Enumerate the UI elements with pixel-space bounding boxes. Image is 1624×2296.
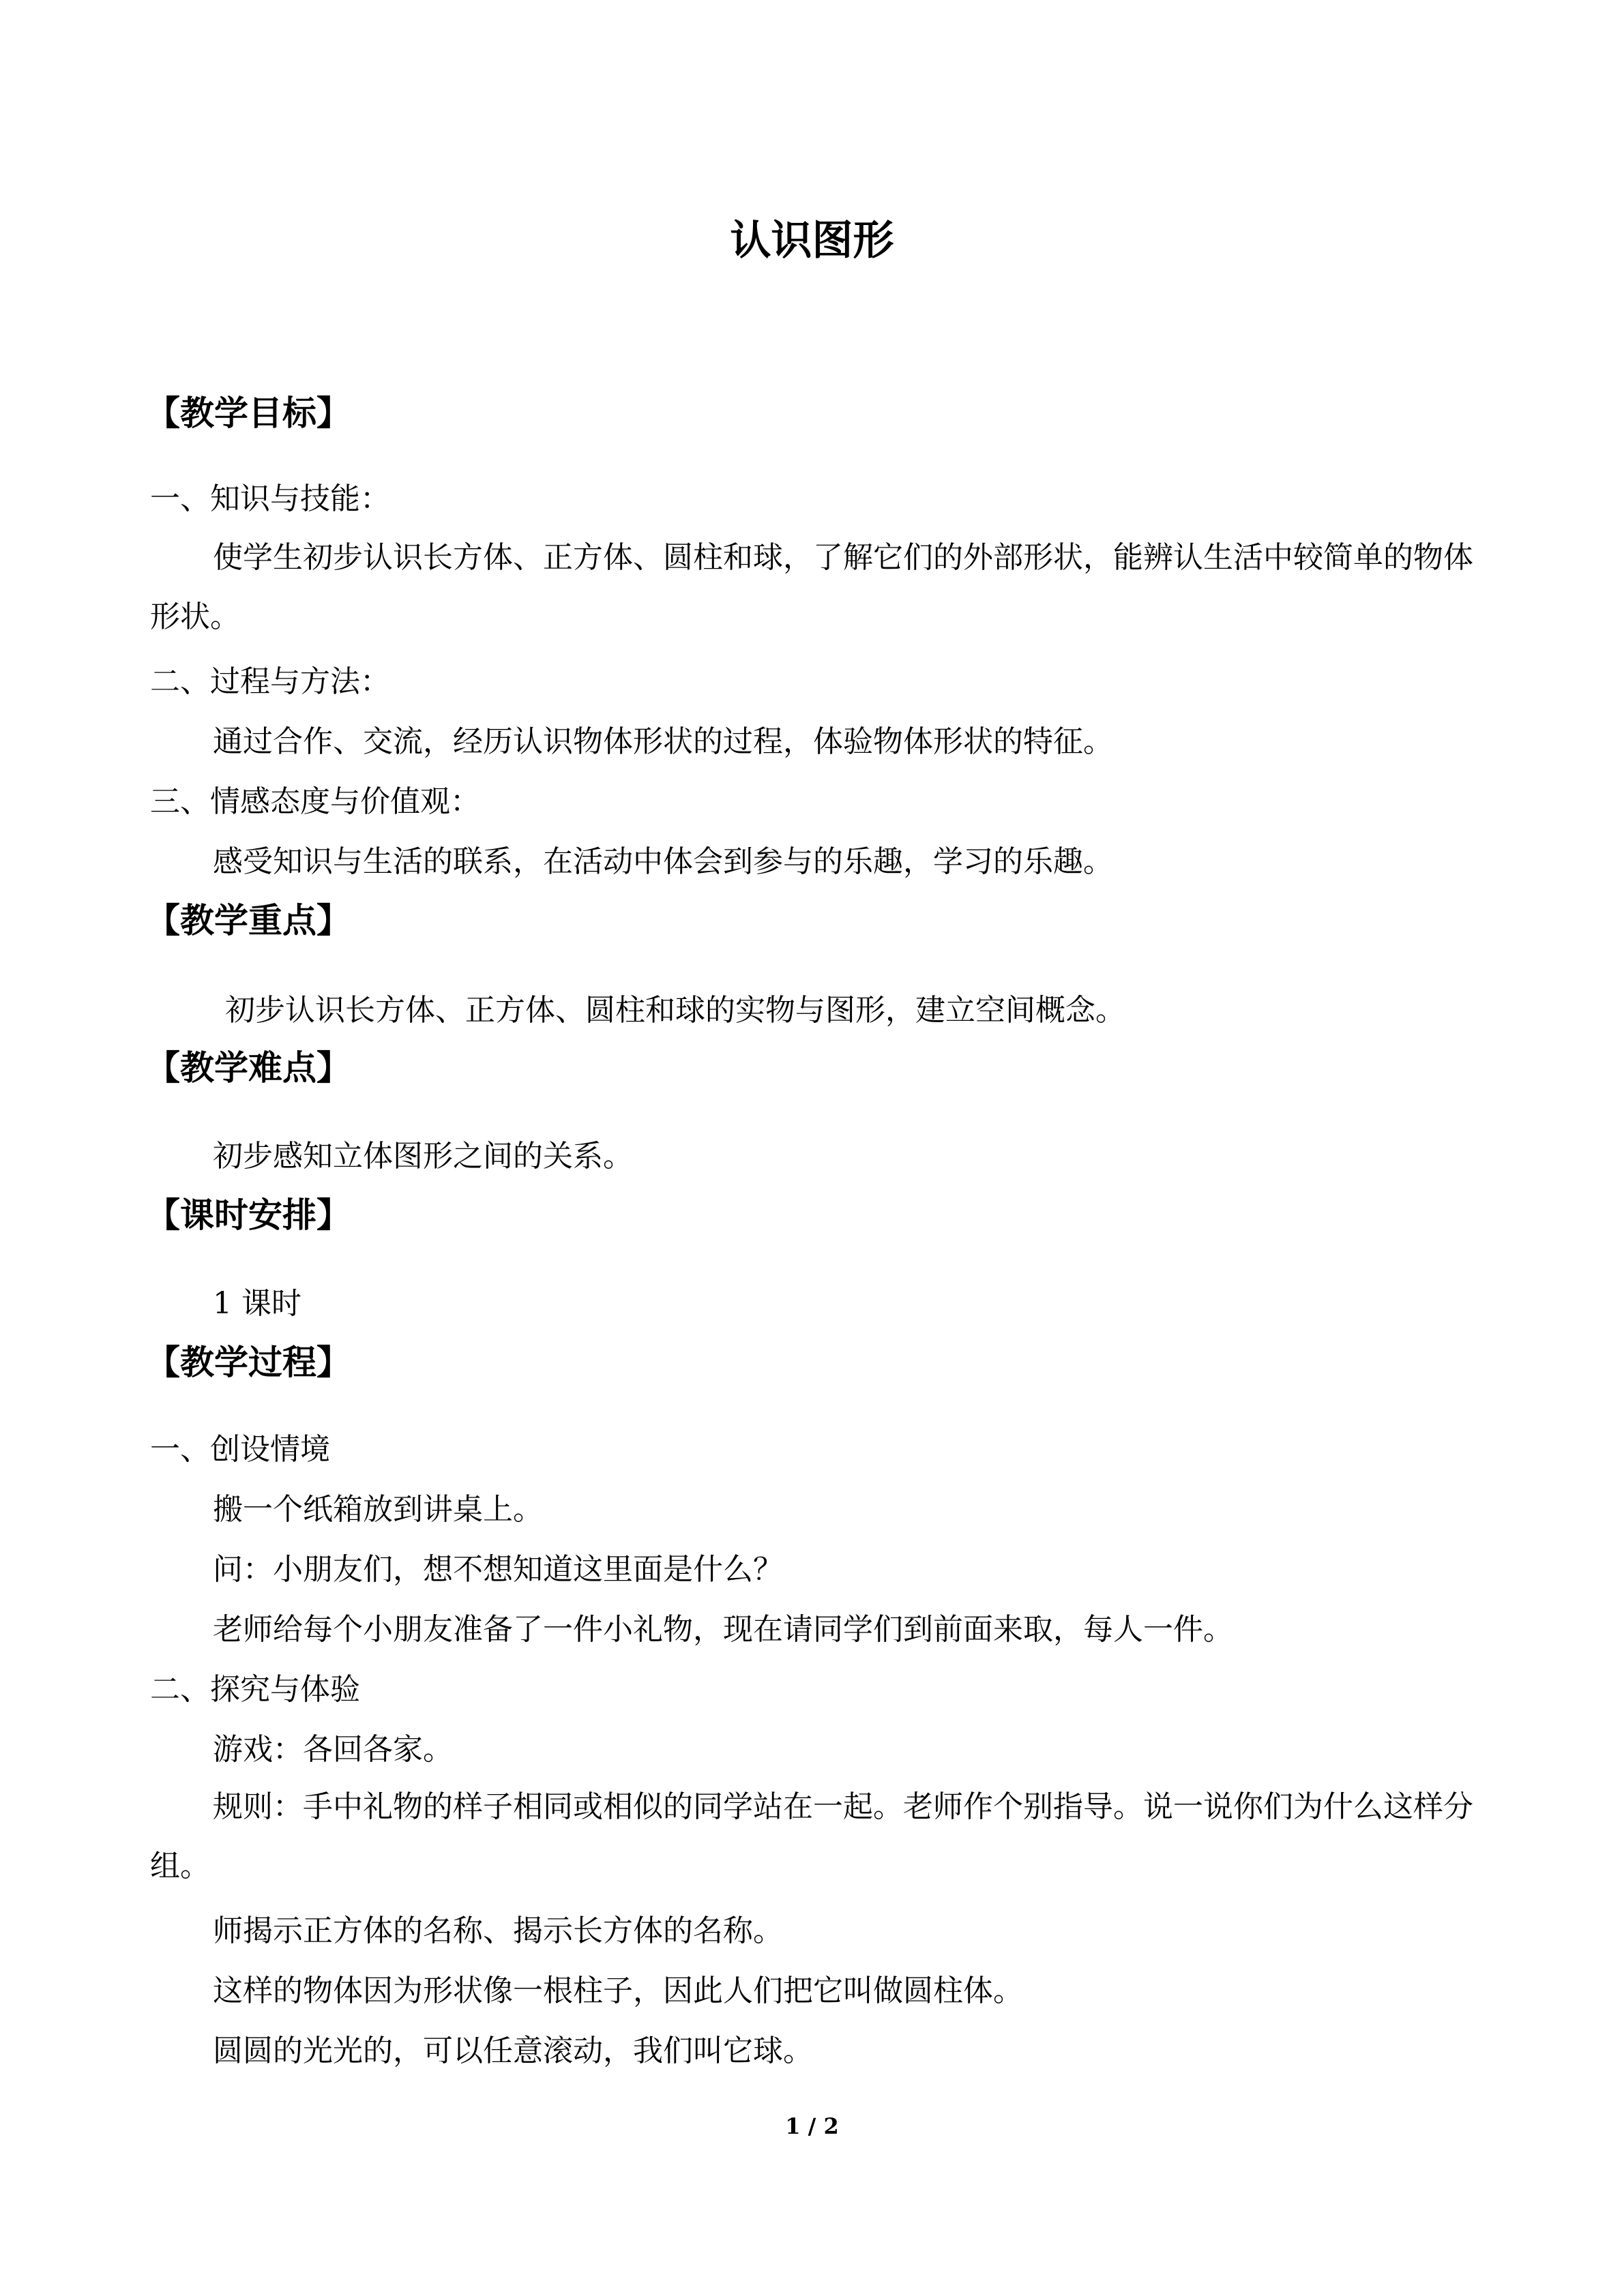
paragraph-knowledge-skills: 使学生初步认识长方体、正方体、圆柱和球，了解它们的外部形状，能辨认生活中较简单的物体形状。 [150,540,1473,634]
paragraph-process-7: 这样的物体因为形状像一根柱子，因此人们把它叫做圆柱体。 [213,1973,1023,2008]
paragraph-process-1: 搬一个纸箱放到讲桌上。 [213,1492,543,1527]
subheading-explore-experience: 二、探究与体验 [150,1672,360,1707]
heading-teaching-difficulties: 【教学难点】 [146,1048,351,1088]
paragraph-key-points: 初步认识长方体、正方体、圆柱和球的实物与图形，建立空间概念。 [225,993,1125,1028]
paragraph-process-methods: 通过合作、交流，经历认识物体形状的过程，体验物体形状的特征。 [213,724,1113,759]
paragraph-class-schedule: 1 课时 [213,1286,301,1321]
paragraph-process-3: 老师给每个小朋友准备了一件小礼物，现在请同学们到前面来取，每人一件。 [213,1612,1233,1647]
paragraph-attitude-values: 感受知识与生活的联系，在活动中体会到参与的乐趣，学习的乐趣。 [213,844,1113,879]
heading-teaching-key-points: 【教学重点】 [146,901,351,940]
paragraph-difficulties: 初步感知立体图形之间的关系。 [213,1139,633,1174]
paragraph-process-8: 圆圆的光光的，可以任意滚动，我们叫它球。 [213,2033,813,2068]
page-number: 1 / 2 [785,2113,839,2139]
heading-teaching-process: 【教学过程】 [146,1343,351,1382]
paragraph-process-4: 游戏：各回各家。 [213,1732,453,1767]
paragraph-process-5: 规则：手中礼物的样子相同或相似的同学站在一起。老师作个别指导。说一说你们为什么这样分组。 [150,1789,1473,1883]
paragraph-process-6: 师揭示正方体的名称、揭示长方体的名称。 [213,1913,783,1948]
subheading-knowledge-skills: 一、知识与技能： [150,481,390,516]
paragraph-process-2: 问：小朋友们，想不想知道这里面是什么？ [213,1552,783,1587]
subheading-process-methods: 二、过程与方法： [150,664,390,699]
heading-teaching-goals: 【教学目标】 [146,393,351,433]
document-title: 认识图形 [730,217,894,265]
heading-class-schedule: 【课时安排】 [146,1195,351,1235]
subheading-attitude-values: 三、情感态度与价值观： [150,784,480,819]
subheading-create-situation: 一、创设情境 [150,1432,330,1467]
